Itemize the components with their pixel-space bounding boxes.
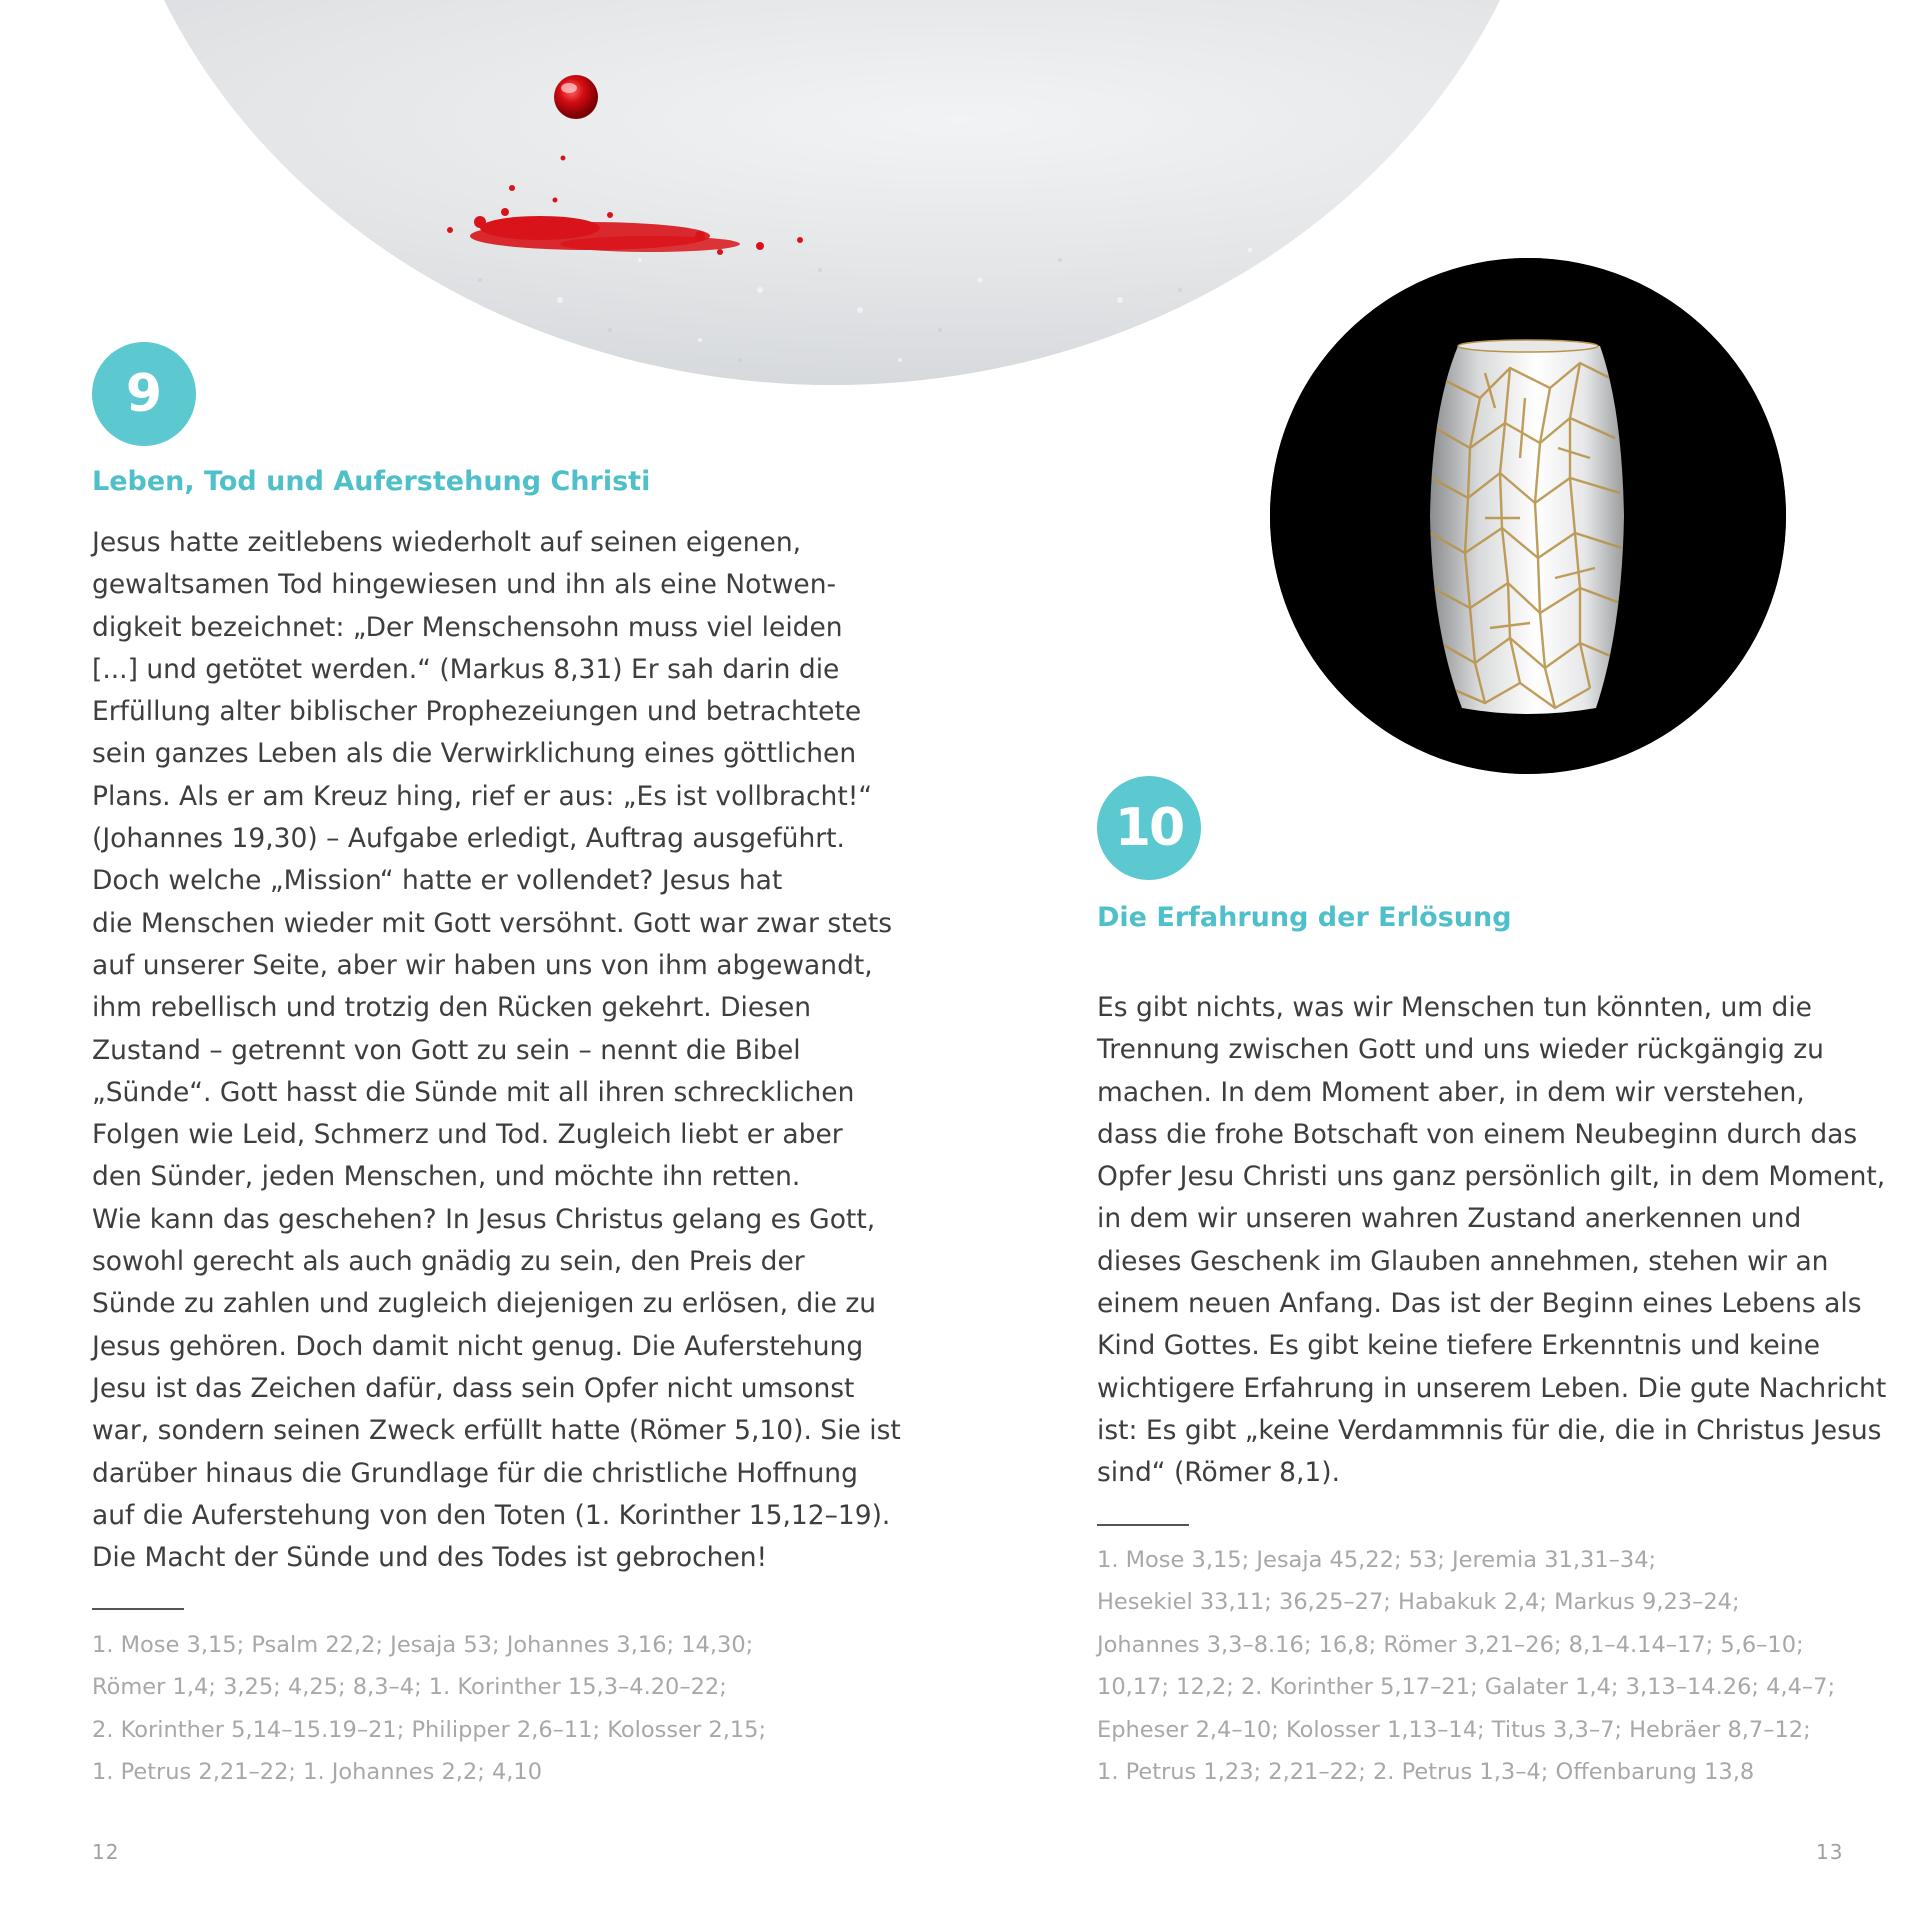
reference-line: 1. Petrus 1,23; 2,21–22; 2. Petrus 1,3–4; Offenbarung 13,8: [1097, 1759, 1755, 1786]
section-body: [1097, 987, 1886, 1495]
body-line: Plans. Als er am Kreuz hing, rief er aus: „Es ist vollbracht!“: [92, 780, 873, 812]
body-line: Jesus gehören. Doch damit nicht genug. Die Auferstehung: [92, 1330, 864, 1362]
reference-line: Hesekiel 33,11; 36,25–27; Habakuk 2,4; Markus 9,23–24;: [1097, 1589, 1740, 1616]
page-number-right: 13: [1816, 1840, 1844, 1864]
section-number: 9: [125, 364, 163, 424]
section-title: Die Erfahrung der Erlösung: [1097, 902, 1512, 933]
body-line: Opfer Jesu Christi uns ganz persönlich gilt, in dem Moment,: [1097, 1161, 1886, 1193]
section-number-badge: [92, 342, 196, 446]
body-line: war, sondern seinen Zweck erfüllt hatte (Römer 5,10). Sie ist: [92, 1415, 901, 1447]
section-number: 10: [1114, 798, 1184, 858]
reference-line: 10,17; 12,2; 2. Korinther 5,17–21; Galater 1,4; 3,13–14.26; 4,4–7;: [1097, 1674, 1836, 1701]
body-line: wichtigere Erfahrung in unserem Leben. Die gute Nachricht: [1097, 1372, 1887, 1404]
body-line: Wie kann das geschehen? In Jesus Christus gelang es Gott,: [92, 1203, 876, 1235]
body-line: den Sünder, jeden Menschen, und möchte ihn retten.: [92, 1161, 801, 1193]
body-line: die Menschen wieder mit Gott versöhnt. Gott war zwar stets: [92, 907, 893, 939]
body-line: auf die Auferstehung von den Toten (1. Korinther 15,12–19).: [92, 1499, 891, 1531]
body-line: machen. In dem Moment aber, in dem wir verstehen,: [1097, 1076, 1805, 1108]
section-title: Leben, Tod und Auferstehung Christi: [92, 466, 651, 497]
body-line: sowohl gerecht als auch gnädig zu sein, den Preis der: [92, 1246, 805, 1278]
body-line: „Sünde“. Gott hasst die Sünde mit all ihren schrecklichen: [92, 1076, 855, 1108]
body-line: Folgen wie Leid, Schmerz und Tod. Zugleich liebt er aber: [92, 1119, 843, 1151]
body-line: (Johannes 19,30) – Aufgabe erledigt, Auftrag ausgeführt.: [92, 823, 845, 855]
section-body: [92, 522, 901, 1579]
reference-line: Johannes 3,3–8.16; 16,8; Römer 3,21–26; 8,1–4.14–17; 5,6–10;: [1097, 1631, 1804, 1658]
bible-references: [92, 1624, 766, 1794]
reference-line: 1. Mose 3,15; Jesaja 45,22; 53; Jeremia 31,31–34;: [1097, 1547, 1657, 1573]
body-line: dieses Geschenk im Glauben annehmen, stehen wir an: [1097, 1245, 1829, 1277]
body-line: sind“ (Römer 8,1).: [1097, 1457, 1341, 1489]
body-line: Die Macht der Sünde und des Todes ist gebrochen!: [92, 1542, 768, 1574]
body-line: Zustand – getrennt von Gott zu sein – nennt die Bibel: [92, 1034, 801, 1066]
body-line: Kind Gottes. Es gibt keine tiefere Erkenntnis und keine: [1097, 1330, 1821, 1362]
reference-line: 1. Petrus 2,21–22; 1. Johannes 2,2; 4,10: [92, 1759, 543, 1786]
body-line: Jesu ist das Zeichen dafür, dass sein Opfer nicht umsonst: [92, 1372, 855, 1404]
bible-references: [1097, 1539, 1835, 1793]
cracked-vase-image: [1270, 258, 1786, 774]
body-line: Doch welche „Mission“ hatte er vollendet? Jesus hat: [92, 865, 783, 897]
footnote-divider: [92, 1608, 184, 1610]
body-line: dass die frohe Botschaft von einem Neubeginn durch das: [1097, 1118, 1858, 1150]
section-number-badge: [1097, 776, 1201, 880]
body-line: gewaltsamen Tod hingewiesen und ihn als eine Notwen-: [92, 569, 837, 601]
body-line: ist: Es gibt „keine Verdammnis für die, die in Christus Jesus: [1097, 1414, 1882, 1446]
reference-line: Epheser 2,4–10; Kolosser 1,13–14; Titus 3,3–7; Hebräer 8,7–12;: [1097, 1716, 1811, 1743]
body-line: darüber hinaus die Grundlage für die christliche Hoffnung: [92, 1457, 858, 1489]
body-line: Jesus hatte zeitlebens wiederholt auf seinen eigenen,: [92, 527, 802, 558]
body-line: auf unserer Seite, aber wir haben uns von ihm abgewandt,: [92, 949, 873, 981]
body-line: Es gibt nichts, was wir Menschen tun könnten, um die: [1097, 992, 1812, 1023]
reference-line: Römer 1,4; 3,25; 4,25; 8,3–4; 1. Korinther 15,3–4.20–22;: [92, 1674, 727, 1701]
reference-line: 1. Mose 3,15; Psalm 22,2; Jesaja 53; Johannes 3,16; 14,30;: [92, 1632, 754, 1658]
reference-line: 2. Korinther 5,14–15.19–21; Philipper 2,6–11; Kolosser 2,15;: [92, 1716, 767, 1743]
footnote-divider: [1097, 1524, 1189, 1526]
body-line: digkeit bezeichnet: „Der Menschensohn muss viel leiden: [92, 611, 843, 643]
body-line: Sünde zu zahlen und zugleich diejenigen zu erlösen, die zu: [92, 1288, 877, 1320]
body-line: ihm rebellisch und trotzig den Rücken gekehrt. Diesen: [92, 992, 812, 1024]
page-number-left: 12: [92, 1840, 120, 1864]
body-line: Trennung zwischen Gott und uns wieder rückgängig zu: [1097, 1034, 1824, 1066]
body-line: Erfüllung alter biblischer Prophezeiungen und betrachtete: [92, 696, 862, 728]
body-line: einem neuen Anfang. Das ist der Beginn eines Lebens als: [1097, 1288, 1862, 1320]
body-line: [...] und getötet werden.“ (Markus 8,31) Er sah darin die: [92, 653, 840, 685]
body-line: in dem wir unseren wahren Zustand anerkennen und: [1097, 1203, 1802, 1235]
body-line: sein ganzes Leben als die Verwirklichung eines göttlichen: [92, 738, 857, 770]
